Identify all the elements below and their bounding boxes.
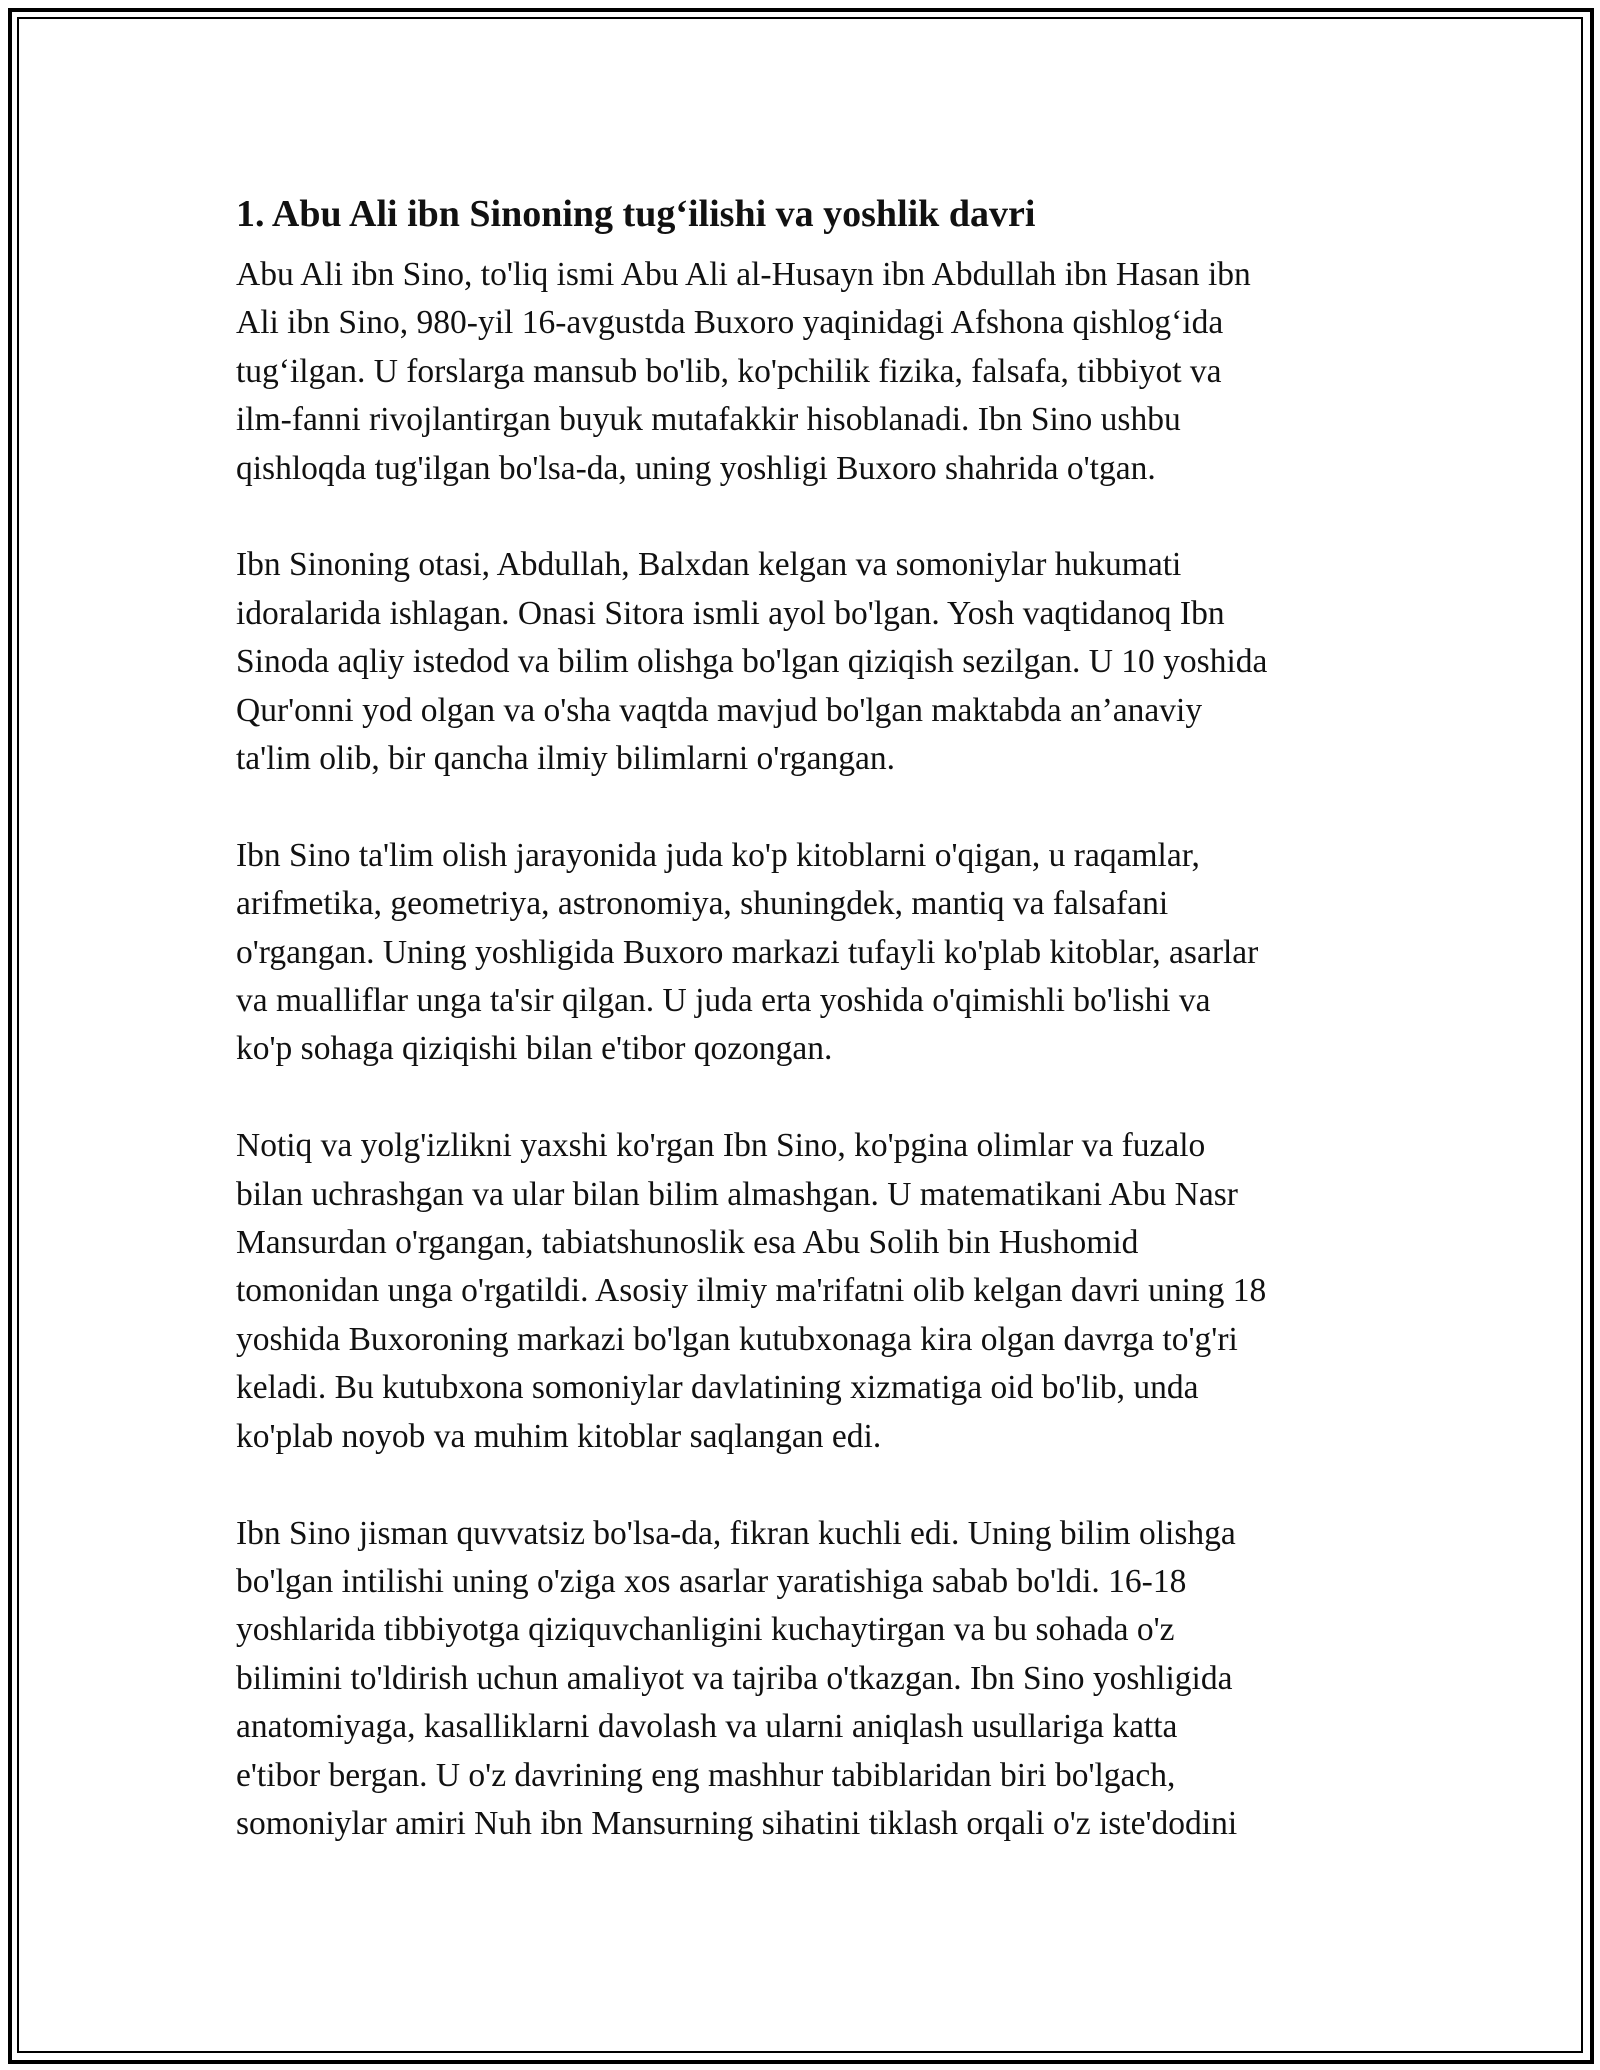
text-line: anatomiyaga, kasalliklarni davolash va ularni aniqlash usullariga katta <box>236 1708 1178 1746</box>
text-line: Abu Ali ibn Sino, to'liq ismi Abu Ali al-Husayn ibn Abdullah ibn Hasan ibn <box>236 256 1251 293</box>
text-line: bilan uchrashgan va ular bilan bilim almashgan. U matematikani Abu Nasr <box>236 1175 1238 1213</box>
paragraph-5 <box>236 1510 1396 1849</box>
text-line: Ibn Sinoning otasi, Abdullah, Balxdan kelgan va somoniylar hukumati <box>236 546 1182 584</box>
text-line: ko'plab noyob va muhim kitoblar saqlangan edi. <box>236 1417 882 1455</box>
text-line: yoshlarida tibbiyotga qiziquvchanligini kuchaytirgan va bu sohada o'z <box>236 1611 1175 1649</box>
text-line: e'tibor bergan. U o'z davrining eng mashhur tabiblaridan biri bo'lgach, <box>236 1756 1176 1794</box>
paragraph-2 <box>236 541 1396 783</box>
text-line: Sinoda aqliy istedod va bilim olishga bo'lgan qiziqish sezilgan. U 10 yoshida <box>236 643 1268 681</box>
text-line: somoniylar amiri Nuh ibn Mansurning sihatini tiklash orqali o'z iste'dodini <box>236 1804 1238 1842</box>
paragraph-4 <box>236 1122 1396 1461</box>
text-line: Qur'onni yod olgan va o'sha vaqtda mavjud bo'lgan maktabda an’anaviy <box>236 691 1203 729</box>
text-line: idoralarida ishlagan. Onasi Sitora ismli ayol bo'lgan. Yosh vaqtidanoq Ibn <box>236 594 1225 632</box>
text-line: tug‘ilgan. U forslarga mansub bo'lib, ko'pchilik fizika, falsafa, tibbiyot va <box>236 352 1222 390</box>
text-line: Ibn Sino ta'lim olish jarayonida juda ko'p kitoblarni o'qigan, u raqamlar, <box>236 836 1200 874</box>
text-line: qishloqda tug'ilgan bo'lsa-da, uning yoshligi Buxoro shahrida o'tgan. <box>236 449 1156 487</box>
text-line: Mansurdan o'rgangan, tabiatshunoslik esa Abu Solih bin Hushomid <box>236 1224 1139 1262</box>
text-line: bilimini to'ldirish uchun amaliyot va tajriba o'tkazgan. Ibn Sino yoshligida <box>236 1659 1233 1697</box>
text-line: ko'p sohaga qiziqishi bilan e'tibor qozongan. <box>236 1030 833 1068</box>
document-body <box>236 187 1396 1897</box>
text-line: bo'lgan intilishi uning o'ziga xos asarlar yaratishiga sabab bo'ldi. 16-18 <box>236 1562 1187 1600</box>
text-line: tomonidan unga o'rgatildi. Asosiy ilmiy ma'rifatni olib kelgan davri uning 18 <box>236 1272 1267 1310</box>
text-line: va mualliflar unga ta'sir qilgan. U juda erta yoshida o'qimishli bo'lishi va <box>236 982 1211 1020</box>
section-heading: 1. Abu Ali ibn Sinoning tug‘ilishi va yoshlik davri <box>236 193 1036 235</box>
text-line: ilm-fanni rivojlantirgan buyuk mutafakkir hisoblanadi. Ibn Sino ushbu <box>236 401 1181 439</box>
text-line: ta'lim olib, bir qancha ilmiy bilimlarni o'rgangan. <box>236 740 895 778</box>
paragraph-3 <box>236 832 1396 1074</box>
text-line: Notiq va yolg'izlikni yaxshi ko'rgan Ibn Sino, ko'pgina olimlar va fuzalo <box>236 1127 1206 1165</box>
text-line: keladi. Bu kutubxona somoniylar davlatining xizmatiga oid bo'lib, unda <box>236 1369 1199 1407</box>
text-line: Ibn Sino jisman quvvatsiz bo'lsa-da, fikran kuchli edi. Uning bilim olishga <box>236 1514 1236 1552</box>
paragraph-1 <box>236 251 1396 493</box>
text-line: yoshida Buxoroning markazi bo'lgan kutubxonaga kira olgan davrga to'g'ri <box>236 1320 1238 1358</box>
text-line: Ali ibn Sino, 980-yil 16-avgustda Buxoro yaqinidagi Afshona qishlog‘ida <box>236 304 1224 342</box>
text-line: o'rgangan. Uning yoshligida Buxoro markazi tufayli ko'plab kitoblar, asarlar <box>236 933 1259 971</box>
text-line: arifmetika, geometriya, astronomiya, shuningdek, mantiq va falsafani <box>236 885 1169 923</box>
